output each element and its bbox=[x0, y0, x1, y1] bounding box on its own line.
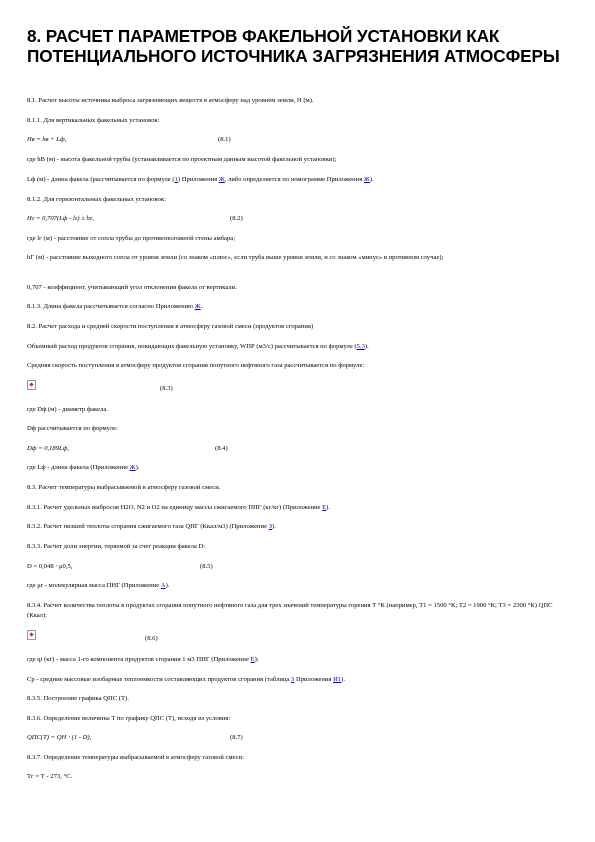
mu-description bbox=[27, 581, 572, 591]
formula-8-4 bbox=[27, 444, 572, 454]
formula-8-6-number: (8.6) bbox=[145, 635, 158, 642]
qi-description-text: где qi (кг) - масса 1-го компонента продуктов сгорания 1 м3 ПНГ (Приложение bbox=[27, 656, 251, 663]
appendix-zh-link-4[interactable]: Ж bbox=[129, 464, 136, 471]
formula-8-5-number: (8.5) bbox=[200, 563, 213, 570]
coefficient-description: 0,707 - коэффициент, учитывающий угол отклонения факела от вертикали. bbox=[27, 284, 237, 291]
section-8-1-2: 8.1.2. Для горизонтальных факельных установок: bbox=[27, 196, 166, 203]
lf-appendix-text-a: где Lф - длина факела (Приложение bbox=[27, 464, 130, 471]
hv-description: где hВ (м) - высота факельной трубы (устанавливается по проектным данным высотой факельной установки); bbox=[27, 156, 337, 163]
section-8-3-2-end: ). bbox=[272, 523, 276, 530]
appendix-zh-link[interactable]: Ж bbox=[218, 176, 225, 183]
section-8-3-1-text: 8.3.1. Расчет удельных выбросов Н2О, N2 и О2 на единицу массы сжигаемого ПНГ (кг/кг) (Приложение bbox=[27, 504, 323, 511]
formula-8-1-number: (8.1) bbox=[218, 136, 231, 143]
table-3-link[interactable]: 3 bbox=[291, 676, 295, 683]
formula-8-4-text: Dф = 0,189Lф, bbox=[27, 445, 70, 452]
section-8-3-1-end: ). bbox=[326, 504, 331, 511]
section-8-2: 8.2. Расчет расхода и средней скорости поступления в атмосферу газовой смеси (продуктов сгорания) bbox=[27, 323, 314, 330]
formula-8-3-number: (8.3) bbox=[160, 385, 173, 392]
section-8-3-6: 8.3.6. Определение величины Т по графику QПС (Т), исходя из условия: bbox=[27, 715, 231, 722]
section-8-3-3: 8.3.3. Расчет доли энергии, теряемой за счет реакции факела D: bbox=[27, 543, 206, 550]
lf-appendix-text bbox=[27, 463, 572, 473]
section-8-3-2-text: 8.3.2. Расчет низшей теплоты сгорания сжигаемого газа QНГ (Ккал/м3) (Приложение bbox=[27, 523, 269, 530]
formula-8-7 bbox=[27, 733, 572, 743]
appendix-zh-link-2[interactable]: Ж bbox=[363, 176, 370, 183]
lf-description-text: Lф (м) - длина факела (рассчитывается по формуле ( bbox=[27, 176, 175, 183]
section-8-3-2 bbox=[27, 522, 572, 532]
cp-description-text: Ср - средние массовые изобарные теплоемкости составляющих продуктов сгорания (таблица bbox=[27, 676, 291, 683]
formula-8-1-text: Нв = hв + Lф, bbox=[27, 136, 67, 143]
section-8-1: 8.1. Расчет высоты источника выброса загрязняющих веществ в атмосферу над уровнем земли, Н (м). bbox=[27, 97, 314, 104]
volume-flow-text-b: ). bbox=[364, 343, 369, 350]
formula-8-2-text: Нг = 0,707(Lф - lг) ± hг, bbox=[27, 215, 94, 222]
section-8-1-1: 8.1.1. Для вертикальных факельных установок: bbox=[27, 117, 160, 124]
volume-flow-text bbox=[27, 342, 572, 352]
mu-description-end: ). bbox=[165, 582, 170, 589]
qi-description-end: ); bbox=[254, 656, 259, 663]
average-speed-text: Средняя скорость поступления в атмосферу продуктов сгорания попутного нефтяного газа рассчитывается по формуле: bbox=[27, 362, 365, 369]
formula-8-8: Тг = Т - 273, °С. bbox=[27, 773, 73, 780]
appendix-e-link-2[interactable]: Е bbox=[250, 656, 255, 663]
lf-description-text-2: ) Приложения bbox=[177, 176, 219, 183]
page-title: 8. РАСЧЕТ ПАРАМЕТРОВ ФАКЕЛЬНОЙ УСТАНОВКИ КАК ПОТЕНЦИАЛЬНОГО ИСТОЧНИКА ЗАГРЯЗНЕНИЯ АТМОСФЕРЫ bbox=[27, 26, 560, 66]
section-8-3-4: 8.3.4. Расчет количества теплоты в продуктах сгорания попутного нефтяного газа для трех значений температуры горения Т °К (например, Т1 = 1500 °К; Т2 = 1900 °К; Т3 = 2300 °К) QПС (Ккал): bbox=[27, 602, 553, 619]
formula-8-5 bbox=[27, 562, 572, 572]
formula-8-1 bbox=[27, 135, 572, 145]
appendix-e-link[interactable]: Е bbox=[322, 504, 327, 511]
cp-description bbox=[27, 675, 572, 685]
lf-appendix-text-b: ). bbox=[135, 464, 140, 471]
lg-description: где lг (м) - расстояние от сопла трубы до противоположной стены амбара; bbox=[27, 235, 236, 242]
section-8-3-7: 8.3.7. Определение температуры выбрасываемой в атмосферу газовой смеси: bbox=[27, 754, 244, 761]
appendix-a-link[interactable]: А bbox=[160, 582, 166, 589]
cp-description-text-2: Приложения bbox=[294, 676, 334, 683]
mu-description-text: где μr - молекулярная масса ПНГ (Приложение bbox=[27, 582, 161, 589]
volume-flow-text-a: Объемный расход продуктов сгорания, покидающих факельную установку, WПР (м3/с) рассчитывается по формуле ( bbox=[27, 343, 357, 350]
formula-1-link[interactable]: 1 bbox=[174, 176, 178, 183]
df-description: где Dф (м) - диаметр факела. bbox=[27, 406, 108, 413]
section-8-1-3-end: . bbox=[200, 303, 203, 310]
formula-8-5-text: D = 0,048 ‧ μ0,5, bbox=[27, 563, 73, 570]
lf-description-text-3: , либо определяется по номограмме Приложения bbox=[224, 176, 364, 183]
section-8-3-5: 8.3.5. Построение графика QПС (T). bbox=[27, 695, 129, 702]
appendix-zh-link-3[interactable]: Ж bbox=[194, 303, 201, 310]
section-8-3: 8.3. Расчет температуры выбрасываемой в атмосферу газовой смеси. bbox=[27, 484, 221, 491]
broken-image-icon-2 bbox=[27, 630, 36, 640]
section-8-1-3 bbox=[27, 302, 572, 312]
appendix-i1-link[interactable]: И1 bbox=[333, 676, 342, 683]
formula-8-2-number: (8.2) bbox=[230, 215, 243, 222]
lf-description-text-4: ). bbox=[369, 176, 374, 183]
lf-description bbox=[27, 175, 572, 185]
broken-image-icon bbox=[27, 380, 36, 390]
appendix-z-link[interactable]: З bbox=[268, 523, 272, 530]
hg-description: hГ (м) - расстояние выходного сопла от уровня земли (со знаком «плюс», если труба выше уровня земли, и со знаком «минус» в противном случае); bbox=[27, 254, 444, 261]
formula-8-7-number: (8.7) bbox=[230, 734, 243, 741]
df-calc-text: Dф рассчитывается по формуле: bbox=[27, 425, 118, 432]
formula-8-7-text: QПС(Т) = QН ‧ (1 - D), bbox=[27, 734, 92, 741]
qi-description bbox=[27, 655, 572, 665]
formula-8-2 bbox=[27, 214, 572, 224]
formula-5-3-link[interactable]: 5.3 bbox=[356, 343, 365, 350]
section-8-3-1 bbox=[27, 503, 572, 513]
formula-8-4-number: (8.4) bbox=[215, 445, 228, 452]
cp-description-end: ). bbox=[341, 676, 346, 683]
section-8-1-3-text: 8.1.3. Длина факела рассчитывается согласно Приложению bbox=[27, 303, 195, 310]
